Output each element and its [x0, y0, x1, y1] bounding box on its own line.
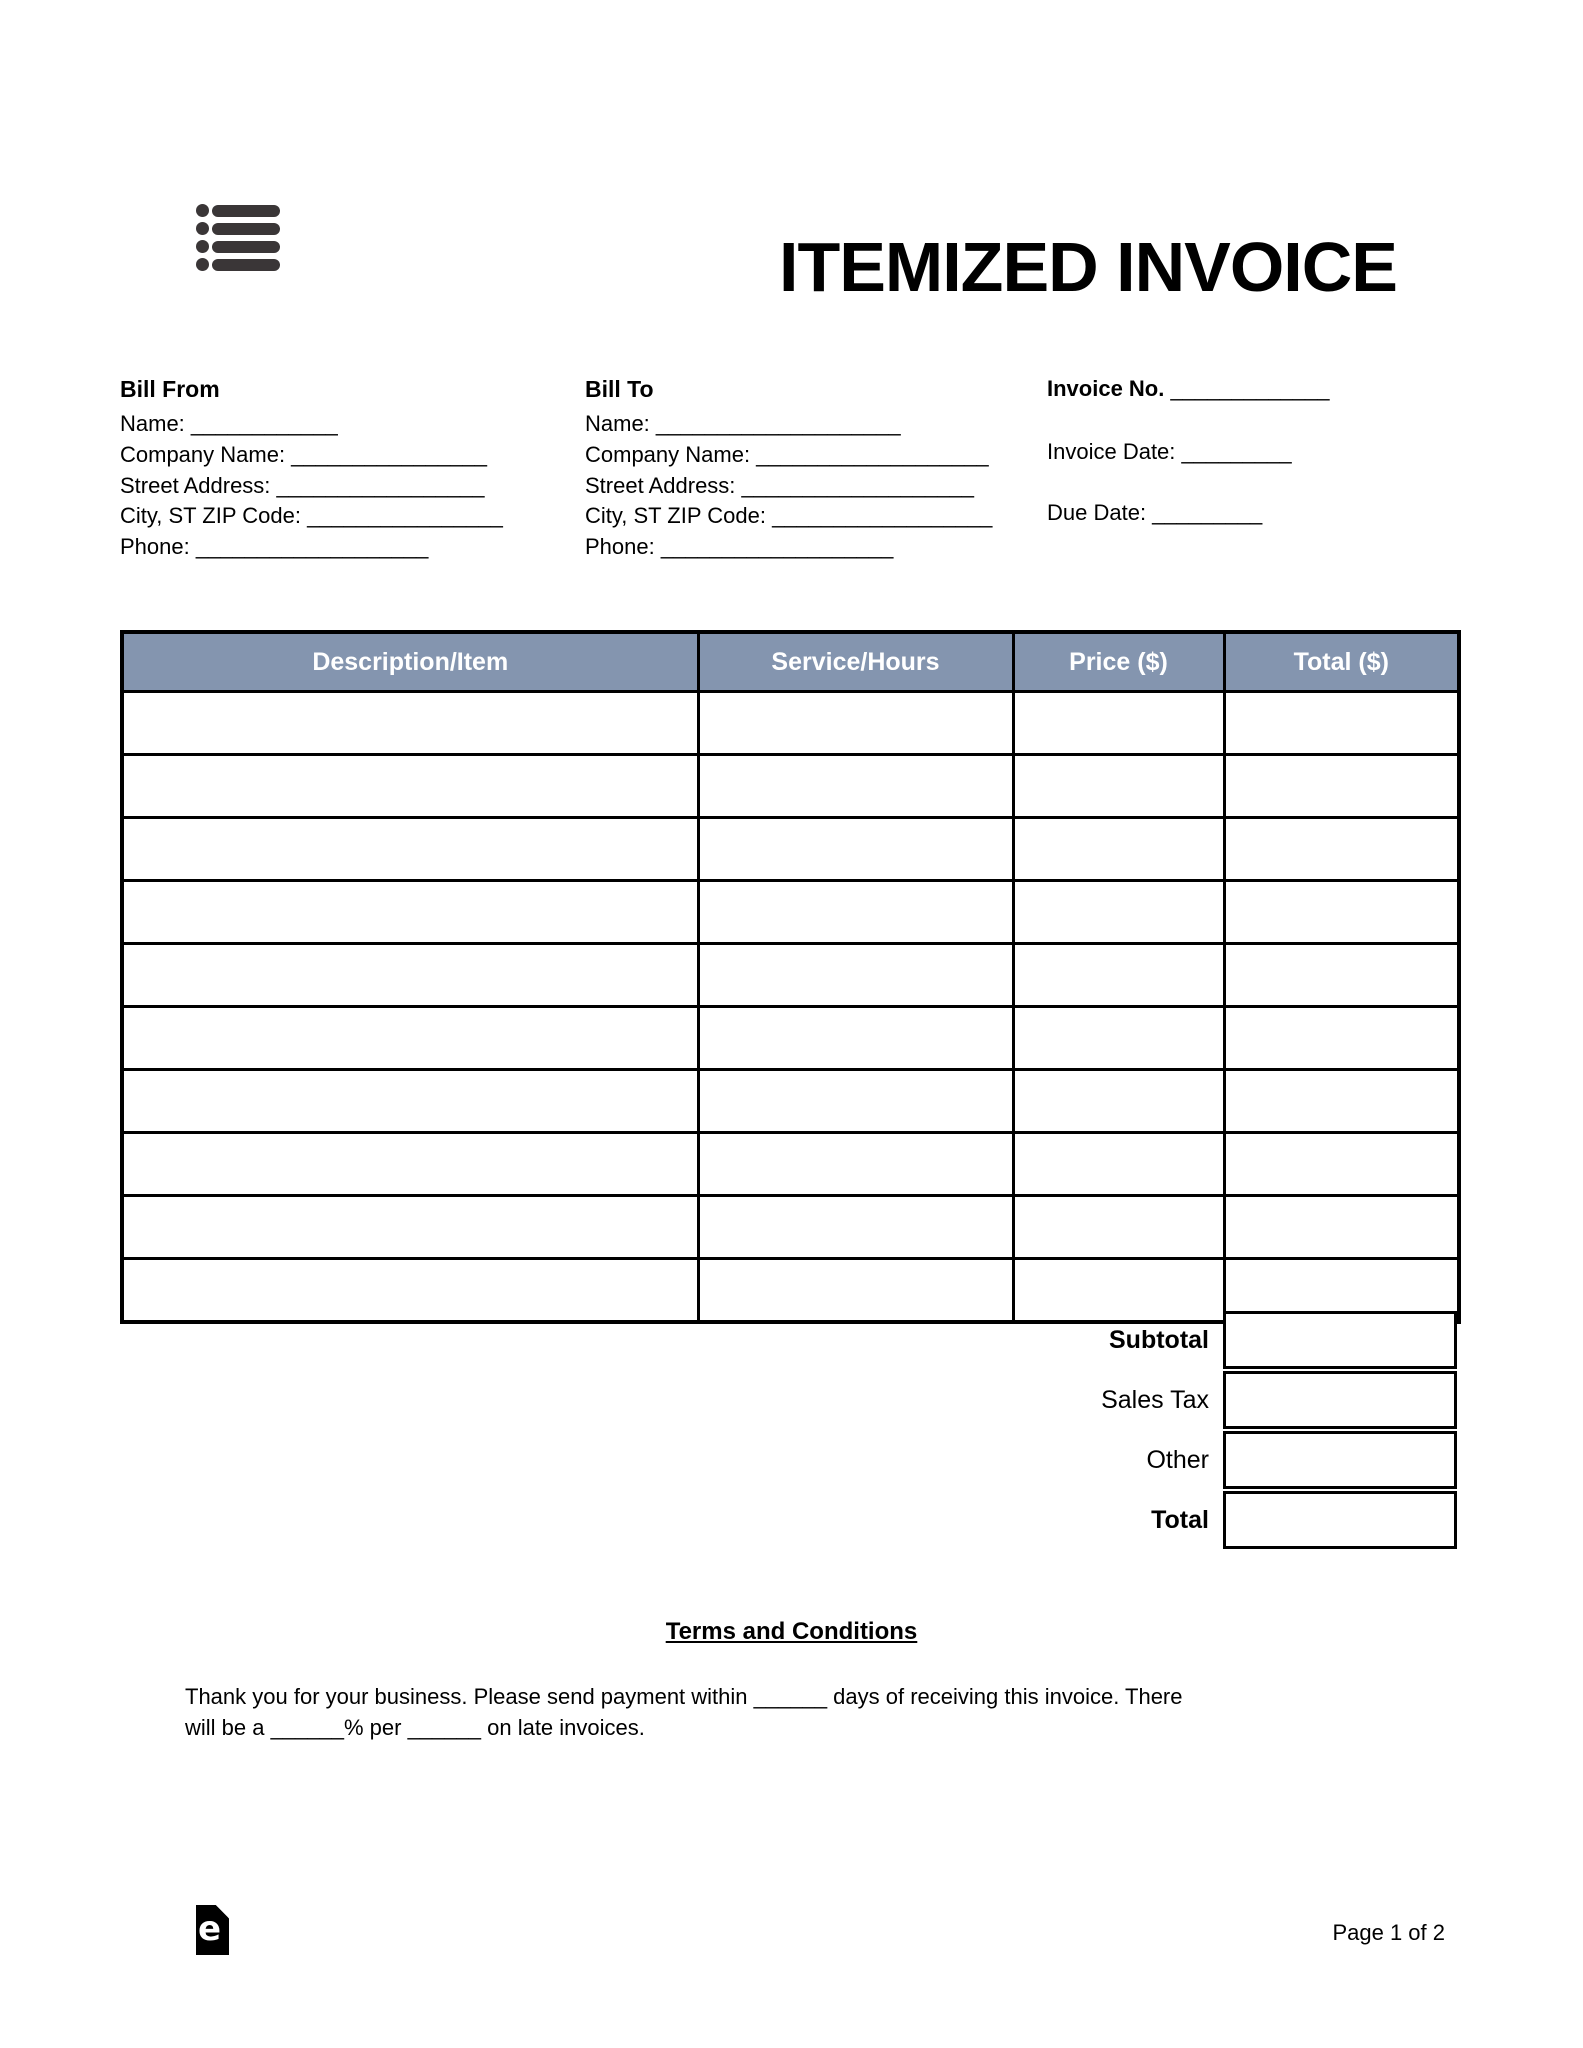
item-service-cell[interactable] [698, 692, 1013, 755]
subtotal-value-box[interactable] [1223, 1311, 1457, 1369]
item-service-cell[interactable] [698, 1070, 1013, 1133]
list-icon [196, 204, 280, 271]
other-label: Other [1146, 1445, 1209, 1474]
item-description-cell[interactable] [122, 1070, 698, 1133]
item-description-cell[interactable] [122, 1196, 698, 1259]
invoice-no-field[interactable] [1047, 376, 1330, 402]
invoice-date-label: Invoice Date: [1047, 439, 1176, 464]
bill-to-company-field[interactable]: Company Name: ___________________ [585, 441, 989, 467]
bill-to-name-field[interactable]: Name: ____________________ [585, 411, 901, 436]
column-header-price: Price ($) [1013, 632, 1224, 692]
invoice-date-blank[interactable]: _________ [1175, 439, 1292, 464]
total-label: Total [1151, 1505, 1209, 1534]
due-date-field[interactable] [1047, 500, 1262, 526]
item-description-cell[interactable] [122, 1007, 698, 1070]
page-title: ITEMIZED INVOICE [779, 228, 1397, 306]
due-date-blank[interactable]: _________ [1146, 500, 1263, 525]
list-icon-row [196, 204, 280, 217]
item-service-cell[interactable] [698, 755, 1013, 818]
terms-line: Thank you for your business. Please send payment within ______ days of receiving this invoice. There [185, 1684, 1183, 1709]
sales-tax-value-box[interactable] [1223, 1371, 1457, 1429]
list-bar-icon [212, 223, 280, 235]
list-bar-icon [212, 241, 280, 253]
item-total-cell[interactable] [1224, 692, 1459, 755]
item-row [122, 944, 1459, 1007]
total-row [120, 1491, 1457, 1549]
item-price-cell[interactable] [1013, 1133, 1224, 1196]
item-description-cell[interactable] [122, 881, 698, 944]
items-header-row [122, 632, 1459, 692]
sales-tax-label: Sales Tax [1101, 1385, 1209, 1414]
item-service-cell[interactable] [698, 1007, 1013, 1070]
item-row [122, 818, 1459, 881]
item-row [122, 1007, 1459, 1070]
item-description-cell[interactable] [122, 818, 698, 881]
column-header-description: Description/Item [122, 632, 698, 692]
items-table-container [120, 630, 1461, 1324]
bill-from-city-field[interactable]: City, ST ZIP Code: ________________ [120, 503, 503, 529]
total-value-box[interactable] [1223, 1491, 1457, 1549]
item-row [122, 1196, 1459, 1259]
item-row [122, 1133, 1459, 1196]
bill-from-heading: Bill From [120, 376, 220, 402]
item-service-cell[interactable] [698, 1133, 1013, 1196]
subtotal-label: Subtotal [1109, 1325, 1209, 1354]
item-price-cell[interactable] [1013, 692, 1224, 755]
bill-to-street-field[interactable]: Street Address: ___________________ [585, 472, 974, 498]
item-description-cell[interactable] [122, 944, 698, 1007]
item-row [122, 1070, 1459, 1133]
eforms-document-icon [196, 1905, 229, 1955]
column-header-total: Total ($) [1224, 632, 1459, 692]
subtotal-row [120, 1311, 1457, 1369]
due-date-label: Due Date: [1047, 500, 1147, 525]
item-description-cell[interactable] [122, 755, 698, 818]
sales-tax-row [120, 1371, 1457, 1429]
bill-from-section [120, 409, 503, 563]
list-bar-icon [212, 259, 280, 271]
list-icon-row [196, 258, 280, 271]
item-description-cell[interactable] [122, 692, 698, 755]
item-total-cell[interactable] [1224, 1070, 1459, 1133]
bill-to-phone-field[interactable]: Phone: ___________________ [585, 534, 894, 560]
list-dot-icon [196, 222, 209, 235]
item-row [122, 692, 1459, 755]
invoice-no-blank[interactable]: _____________ [1164, 376, 1330, 401]
terms-line: will be a ______% per ______ on late invoices. [185, 1715, 645, 1740]
items-table [120, 630, 1461, 1324]
bill-to-city-field[interactable]: City, ST ZIP Code: __________________ [585, 503, 993, 529]
item-price-cell[interactable] [1013, 818, 1224, 881]
terms-heading: Terms and Conditions [665, 1618, 918, 1645]
item-total-cell[interactable] [1224, 755, 1459, 818]
list-bar-icon [212, 205, 280, 217]
bill-to-section [585, 409, 992, 563]
item-service-cell[interactable] [698, 818, 1013, 881]
item-price-cell[interactable] [1013, 1196, 1224, 1259]
item-price-cell[interactable] [1013, 944, 1224, 1007]
item-total-cell[interactable] [1224, 818, 1459, 881]
other-row [120, 1431, 1457, 1489]
item-price-cell[interactable] [1013, 1070, 1224, 1133]
eforms-letter-e: e [198, 1909, 222, 1949]
item-price-cell[interactable] [1013, 881, 1224, 944]
bill-from-company-field[interactable]: Company Name: ________________ [120, 441, 487, 467]
item-row [122, 881, 1459, 944]
list-icon-row [196, 240, 280, 253]
bill-from-street-field[interactable]: Street Address: _________________ [120, 472, 485, 498]
other-value-box[interactable] [1223, 1431, 1457, 1489]
column-header-service-hours: Service/Hours [698, 632, 1013, 692]
invoice-date-field[interactable] [1047, 439, 1292, 465]
list-dot-icon [196, 240, 209, 253]
item-total-cell[interactable] [1224, 1196, 1459, 1259]
item-description-cell[interactable] [122, 1133, 698, 1196]
item-row [122, 755, 1459, 818]
item-total-cell[interactable] [1224, 881, 1459, 944]
summary-section [120, 1311, 1457, 1551]
terms-paragraph [185, 1681, 1375, 1743]
item-price-cell[interactable] [1013, 1007, 1224, 1070]
invoice-no-label: Invoice No. [1047, 376, 1165, 401]
item-total-cell[interactable] [1224, 1133, 1459, 1196]
list-icon-row [196, 222, 280, 235]
list-dot-icon [196, 258, 209, 271]
item-price-cell[interactable] [1013, 755, 1224, 818]
page-indicator: Page 1 of 2 [1332, 1920, 1445, 1945]
bill-from-name-field[interactable]: Name: ____________ [120, 411, 338, 436]
bill-to-heading: Bill To [585, 376, 654, 402]
item-service-cell[interactable] [698, 881, 1013, 944]
bill-from-phone-field[interactable]: Phone: ___________________ [120, 534, 429, 560]
item-total-cell[interactable] [1224, 944, 1459, 1007]
item-service-cell[interactable] [698, 944, 1013, 1007]
list-dot-icon [196, 204, 209, 217]
item-total-cell[interactable] [1224, 1007, 1459, 1070]
item-service-cell[interactable] [698, 1196, 1013, 1259]
